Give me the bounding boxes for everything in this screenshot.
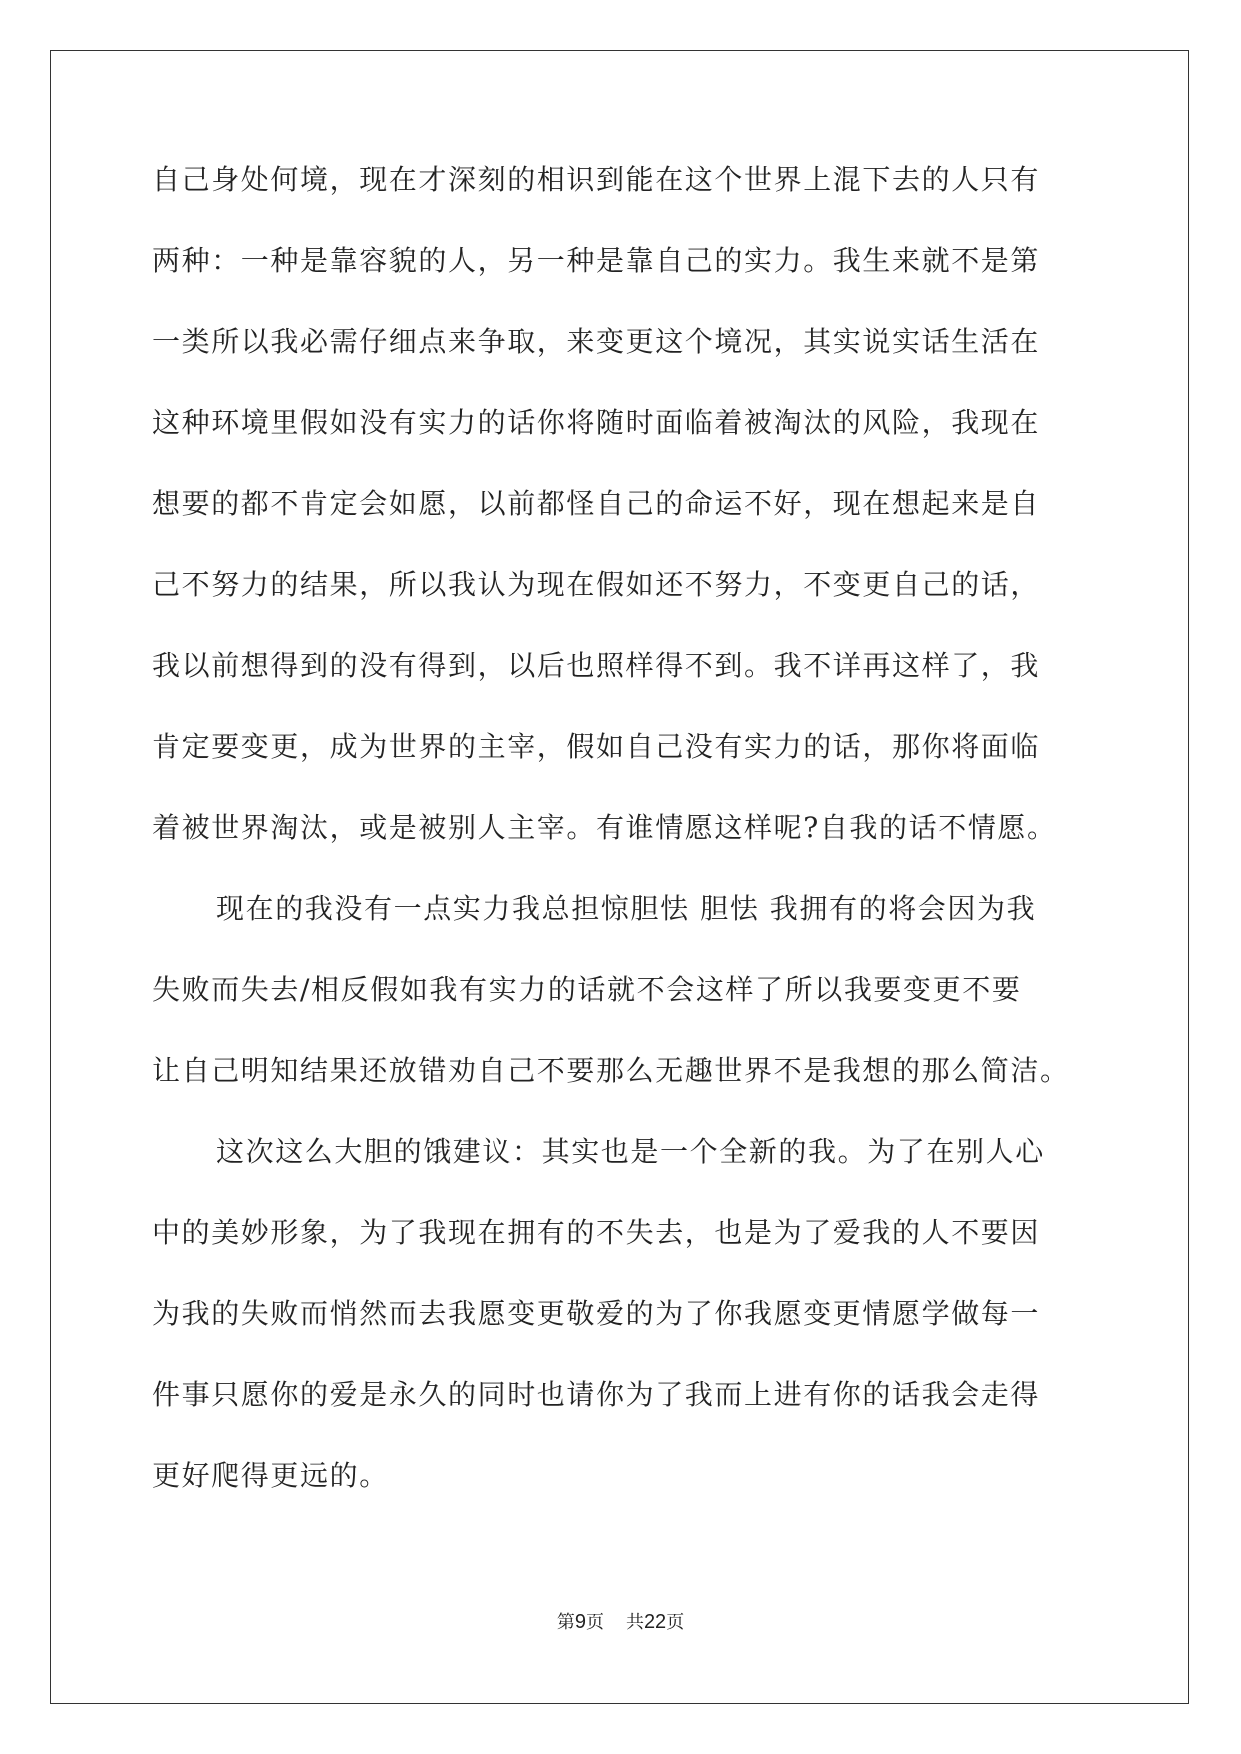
text-line: 着被世界淘汰，或是被别人主宰。有谁情愿这样呢?自我的话不情愿。	[152, 811, 1057, 844]
text-line: 肯定要变更，成为世界的主宰，假如自己没有实力的话，那你将面临	[152, 730, 1041, 763]
page-footer	[0, 1608, 1241, 1634]
total-suffix: 页	[666, 1612, 685, 1633]
text-line: 一类所以我必需仔细点来争取，来变更这个境况，其实说实话生活在	[152, 325, 1041, 358]
page-number: 9	[574, 1611, 586, 1633]
page-prefix: 第	[556, 1612, 575, 1633]
text-line: 为我的失败而悄然而去我愿变更敬爱的为了你我愿变更情愿学做每一	[152, 1297, 1041, 1330]
text-line: 件事只愿你的爱是永久的同时也请你为了我而上进有你的话我会走得	[152, 1378, 1041, 1411]
paragraph-first-line: 这次这么大胆的饿建议：其实也是一个全新的我。为了在别人心	[216, 1135, 1045, 1168]
text-line: 两种：一种是靠容貌的人，另一种是靠自己的实力。我生来就不是第	[152, 244, 1041, 277]
text-line: 我以前想得到的没有得到，以后也照样得不到。我不详再这样了，我	[152, 649, 1041, 682]
total-prefix: 共	[625, 1612, 644, 1633]
text-line: 自己身处何境，现在才深刻的相识到能在这个世界上混下去的人只有	[152, 163, 1041, 196]
total-pages: 22	[643, 1611, 667, 1633]
text-line: 想要的都不肯定会如愿，以前都怪自己的命运不好，现在想起来是自	[152, 487, 1041, 520]
text-line: 这种环境里假如没有实力的话你将随时面临着被淘汰的风险，我现在	[152, 406, 1041, 439]
text-line: 中的美妙形象，为了我现在拥有的不失去，也是为了爱我的人不要因	[152, 1216, 1041, 1249]
page-suffix: 页	[585, 1612, 604, 1633]
document-body	[152, 160, 1092, 1537]
text-line: 失败而失去/相反假如我有实力的话就不会这样了所以我要变更不要	[152, 973, 1022, 1006]
text-line: 己不努力的结果，所以我认为现在假如还不努力，不变更自己的话，	[152, 568, 1041, 601]
text-line: 更好爬得更远的。	[152, 1459, 389, 1492]
paragraph-first-line: 现在的我没有一点实力我总担惊胆怯 胆怯 我拥有的将会因为我	[216, 892, 1037, 925]
text-line: 让自己明知结果还放错劝自己不要那么无趣世界不是我想的那么简洁。	[152, 1054, 1070, 1087]
